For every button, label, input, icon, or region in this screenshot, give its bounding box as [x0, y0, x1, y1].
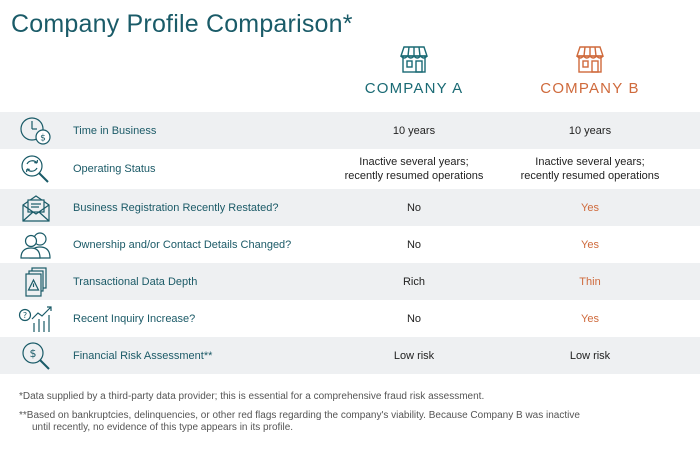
svg-text:$: $ [29, 346, 37, 360]
company-a-value: Rich [402, 275, 425, 288]
footnote-1: *Data supplied by a third-party data provider; this is essential for a comprehensive fraud risk assessment. [19, 391, 485, 402]
footnote-2-line-2: until recently, no evidence of this type appears in its profile. [32, 422, 294, 433]
row-label: Operating Status [73, 163, 156, 175]
question-chart-icon [18, 303, 54, 335]
value-line: recently resumed operations [344, 170, 484, 182]
table-row-operating-status [0, 149, 700, 189]
company-a-value: No [406, 238, 422, 251]
company-b-value: Thin [579, 275, 601, 288]
footnotes [19, 391, 679, 434]
row-label: Transactional Data Depth [73, 275, 198, 288]
comparison-table [0, 112, 700, 374]
footnote-2 [19, 410, 679, 434]
table-row-time-in-business [0, 112, 700, 149]
envelope-document-icon [18, 192, 54, 224]
company-a-value: No [406, 312, 422, 325]
table-row-financial-risk-assessment [0, 337, 700, 374]
value-line: Inactive several years; [359, 156, 469, 168]
svg-text:?: ? [22, 310, 28, 320]
clock-dollar-icon [18, 115, 54, 147]
magnifier-cycle-icon [18, 153, 54, 185]
company-b-value: Yes [581, 312, 599, 325]
storefront-icon [398, 44, 430, 74]
column-header-company-a [334, 44, 494, 97]
table-row-recent-inquiry-increase [0, 300, 700, 337]
table-row-business-registration [0, 189, 700, 226]
row-label: Financial Risk Assessment** [73, 349, 213, 362]
storefront-icon [574, 44, 606, 74]
table-row-ownership-changed [0, 226, 700, 263]
company-b-value: Yes [581, 201, 599, 214]
company-a-value: No [406, 201, 422, 214]
company-b-value [500, 155, 680, 183]
column-header-company-b [510, 44, 670, 97]
company-b-value: Low risk [569, 349, 611, 362]
magnifier-dollar-icon [18, 340, 54, 372]
row-label: Ownership and/or Contact Details Changed? [73, 238, 292, 251]
documents-warning-icon [18, 266, 54, 298]
table-row-transactional-data-depth [0, 263, 700, 300]
footnote-2-line-1: **Based on bankruptcies, delinquencies, or other red flags regarding the company's viability. Because Company B was inactive [19, 410, 580, 421]
company-b-value: Yes [581, 238, 599, 251]
row-label: Business Registration Recently Restated? [73, 201, 279, 214]
company-a-value: 10 years [392, 124, 436, 137]
svg-text:$: $ [40, 133, 46, 143]
value-line: recently resumed operations [520, 170, 660, 182]
company-a-value: Low risk [393, 349, 435, 362]
value-line: Inactive several years; [535, 156, 645, 168]
company-a-name: COMPANY A [364, 80, 464, 97]
row-label: Time in Business [73, 124, 157, 137]
page-title: Company Profile Comparison* [11, 10, 353, 38]
row-label: Recent Inquiry Increase? [73, 312, 196, 325]
company-b-name: COMPANY B [540, 80, 640, 97]
company-b-value: 10 years [568, 124, 612, 137]
people-icon [18, 229, 54, 261]
company-a-value [324, 155, 504, 183]
